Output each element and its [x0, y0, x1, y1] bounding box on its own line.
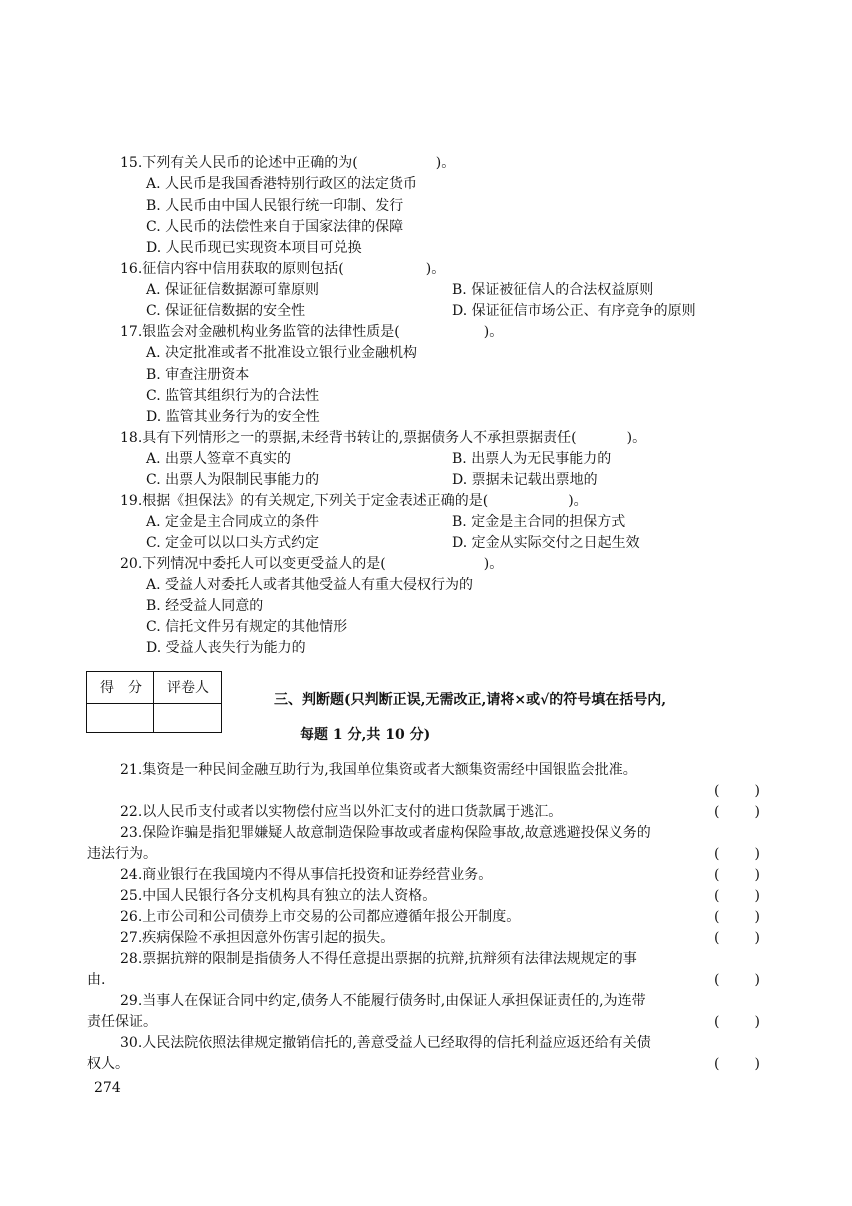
judgment-24: 24.商业银行在我国境内不得从事信托投资和证券经营业务。 — [120, 867, 493, 883]
paren-close: ) — [754, 804, 760, 820]
option: D. 人民币现已实现资本项目可兑换 — [146, 240, 362, 256]
paren-close: ) — [754, 1014, 760, 1030]
paren-close: ) — [754, 783, 760, 799]
paren-close: ) — [754, 909, 760, 925]
option: A. 决定批准或者不批准设立银行业金融机构 — [146, 345, 418, 361]
answer-parentheses — [714, 886, 760, 907]
paren-close: ) — [754, 1056, 760, 1072]
question-close: )。 — [483, 324, 504, 340]
judgment-30-cont: 权人。 — [87, 1056, 129, 1072]
paren-open: ( — [714, 783, 720, 799]
page-number: 274 — [94, 1080, 121, 1096]
option: D. 受益人丧失行为能力的 — [146, 640, 306, 656]
judgment-29: 29.当事人在保证合同中约定,债务人不能履行债务时,由保证人承担保证责任的,为连带 — [120, 993, 646, 1009]
option: B. 人民币由中国人民银行统一印制、发行 — [146, 198, 404, 214]
paren-close: ) — [754, 846, 760, 862]
grader-label: 评卷人 — [167, 680, 209, 696]
paren-open: ( — [714, 909, 720, 925]
option: C. 人民币的法偿性来自于国家法律的保障 — [146, 219, 404, 235]
paren-open: ( — [714, 1014, 720, 1030]
judgment-23-cont: 违法行为。 — [87, 846, 157, 862]
paren-open: ( — [714, 930, 720, 946]
score-box — [86, 671, 222, 733]
option: D. 票据未记载出票地的 — [452, 472, 598, 488]
score-box-divider — [153, 672, 154, 732]
paren-open: ( — [714, 804, 720, 820]
question-17 — [120, 322, 503, 343]
question-close: )。 — [568, 493, 588, 509]
question-text: 17.银监会对金融机构业务监管的法律性质是( — [120, 324, 400, 340]
option: D. 保证征信市场公正、有序竞争的原则 — [452, 303, 696, 319]
paren-close: ) — [754, 972, 760, 988]
answer-parentheses — [714, 802, 760, 823]
section-title-line2: 每题 1 分,共 10 分) — [300, 727, 431, 743]
section-title: 三、判断题(只判断正误,无需改正,请将×或√的符号填在括号内, — [274, 692, 667, 708]
question-close: )。 — [425, 261, 446, 277]
option: B. 定金是主合同的担保方式 — [452, 514, 626, 530]
judgment-23: 23.保险诈骗是指犯罪嫌疑人故意制造保险事故或者虚构保险事故,故意逃避投保义务的 — [120, 825, 651, 841]
paren-open: ( — [714, 1056, 720, 1072]
judgment-27: 27.疾病保险不承担因意外伤害引起的损失。 — [120, 930, 395, 946]
paren-open: ( — [714, 867, 720, 883]
question-close: )。 — [626, 430, 647, 446]
answer-parentheses — [714, 844, 760, 865]
score-label: 得 分 — [100, 680, 142, 696]
answer-parentheses — [714, 928, 760, 949]
answer-parentheses — [714, 1054, 760, 1075]
question-16 — [120, 259, 445, 280]
judgment-29-cont: 责任保证。 — [87, 1014, 157, 1030]
judgment-22: 22.以人民币支付或者以实物偿付应当以外汇支付的进口货款属于逃汇。 — [120, 804, 563, 820]
option: A. 受益人对委托人或者其他受益人有重大侵权行为的 — [146, 577, 474, 593]
question-text: 15.下列有关人民币的论述中正确的为( — [120, 155, 358, 171]
option: C. 信托文件另有规定的其他情形 — [146, 619, 348, 635]
judgment-21: 21.集资是一种民间金融互助行为,我国单位集资或者大额集资需经中国银监会批准。 — [120, 762, 637, 778]
question-20 — [120, 554, 503, 575]
judgment-30: 30.人民法院依照法律规定撤销信托的,善意受益人已经取得的信托利益应返还给有关债 — [120, 1035, 651, 1051]
question-text: 18.具有下列情形之一的票据,未经背书转让的,票据债务人不承担票据责任( — [120, 430, 577, 446]
option: B. 经受益人同意的 — [146, 598, 264, 614]
answer-parentheses — [714, 1012, 760, 1033]
option: C. 定金可以以口头方式约定 — [146, 535, 320, 551]
option: D. 监管其业务行为的安全性 — [146, 409, 320, 425]
option: C. 出票人为限制民事能力的 — [146, 472, 320, 488]
paren-open: ( — [714, 846, 720, 862]
question-15 — [120, 153, 455, 174]
paren-close: ) — [754, 867, 760, 883]
paren-open: ( — [714, 888, 720, 904]
option: B. 审查注册资本 — [146, 367, 250, 383]
question-19 — [120, 491, 588, 512]
judgment-28: 28.票据抗辩的限制是指债务人不得任意提出票据的抗辩,抗辩须有法律法规规定的事 — [120, 951, 637, 967]
judgment-26: 26.上市公司和公司债券上市交易的公司都应遵循年报公开制度。 — [120, 909, 521, 925]
option: A. 出票人签章不真实的 — [146, 451, 292, 467]
paren-close: ) — [754, 930, 760, 946]
question-text: 19.根据《担保法》的有关规定,下列关于定金表述正确的是( — [120, 493, 489, 509]
option: D. 定金从实际交付之日起生效 — [452, 535, 640, 551]
option: C. 监管其组织行为的合法性 — [146, 388, 320, 404]
judgment-28-cont: 由. — [87, 972, 106, 988]
option: A. 定金是主合同成立的条件 — [146, 514, 320, 530]
question-close: )。 — [435, 155, 456, 171]
answer-parentheses — [714, 907, 760, 928]
answer-parentheses — [714, 781, 760, 802]
question-text: 16.征信内容中信用获取的原则包括( — [120, 261, 344, 277]
question-18 — [120, 428, 646, 449]
judgment-25: 25.中国人民银行各分支机构具有独立的法人资格。 — [120, 888, 437, 904]
answer-parentheses — [714, 970, 760, 991]
option: A. 人民币是我国香港特别行政区的法定货币 — [146, 176, 418, 192]
paren-open: ( — [714, 972, 720, 988]
option: B. 出票人为无民事能力的 — [452, 451, 612, 467]
question-close: )。 — [483, 556, 504, 572]
paren-close: ) — [754, 888, 760, 904]
question-text: 20.下列情况中委托人可以变更受益人的是( — [120, 556, 386, 572]
option: C. 保证征信数据的安全性 — [146, 303, 306, 319]
option: B. 保证被征信人的合法权益原则 — [452, 282, 654, 298]
answer-parentheses — [714, 865, 760, 886]
option: A. 保证征信数据源可靠原则 — [146, 282, 320, 298]
